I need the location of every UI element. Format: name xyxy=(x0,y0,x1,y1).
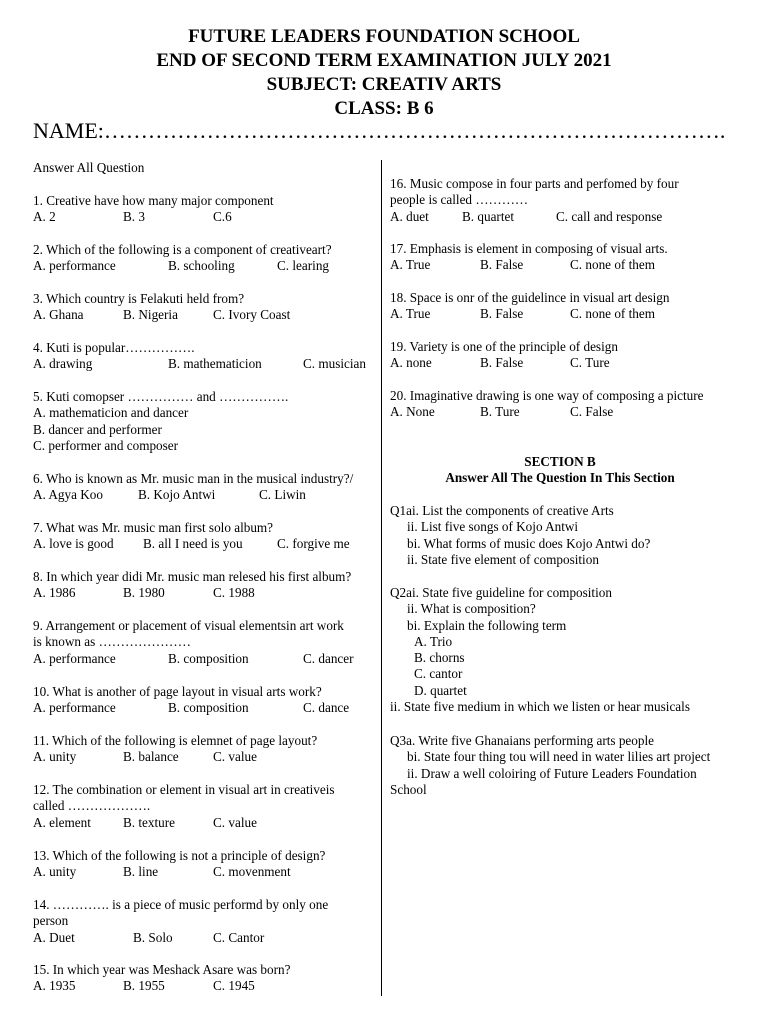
option-a[interactable]: A. Duet xyxy=(33,929,75,945)
class-title: CLASS: B 6 xyxy=(334,98,434,119)
q3-line: Q3a. Write five Ghanaians performing arts people xyxy=(390,733,654,748)
option-a[interactable]: A. duet xyxy=(390,208,429,224)
option-c[interactable]: C. 1988 xyxy=(213,585,255,601)
option-c[interactable]: C. learing xyxy=(277,258,330,274)
exam-title: END OF SECOND TERM EXAMINATION JULY 2021 xyxy=(156,50,612,71)
option-c[interactable]: C. Ivory Coast xyxy=(213,307,291,323)
question-text: 15. In which year was Meshack Asare was born? xyxy=(33,962,291,977)
option-a[interactable]: A. performance xyxy=(33,650,116,666)
option-line[interactable]: A. mathematicion and dancer xyxy=(33,405,189,421)
option-c[interactable]: C. dance xyxy=(303,700,350,716)
option-b[interactable]: B. Solo xyxy=(133,929,173,945)
answer-options xyxy=(33,700,350,716)
answer-options xyxy=(33,930,328,946)
option-c[interactable]: C. forgive me xyxy=(277,536,350,552)
option-b[interactable]: B. 3 xyxy=(123,209,145,225)
option-c[interactable]: C. call and response xyxy=(556,208,663,224)
answer-options xyxy=(390,257,668,273)
option-b[interactable]: B. schooling xyxy=(168,258,235,274)
q1-line: ii. State five element of composition xyxy=(407,551,599,567)
section-b xyxy=(390,454,730,487)
option-c[interactable]: C. Ture xyxy=(570,355,610,371)
option-b[interactable]: B. composition xyxy=(168,650,249,666)
question-text: 19. Variety is one of the principle of design xyxy=(390,339,618,354)
answer-options xyxy=(33,536,350,552)
answer-options xyxy=(390,404,704,420)
question-text: 7. What was Mr. music man first solo album? xyxy=(33,520,274,535)
q2-line: C. cantor xyxy=(414,666,463,682)
option-a[interactable]: A. performance xyxy=(33,258,116,274)
option-c[interactable]: C. musician xyxy=(303,356,367,372)
answer-options xyxy=(33,749,317,765)
question-text: 17. Emphasis is element in composing of visual arts. xyxy=(390,241,668,256)
option-b[interactable]: B. texture xyxy=(123,814,176,830)
question-text: 11. Which of the following is elemnet of page layout? xyxy=(33,733,318,748)
question-9 xyxy=(33,618,354,667)
question-14 xyxy=(33,897,328,946)
option-a[interactable]: A. unity xyxy=(33,864,77,880)
q2-line: B. chorns xyxy=(414,650,465,666)
option-a[interactable]: A. True xyxy=(390,257,431,273)
q2-line: bi. Explain the following term xyxy=(407,617,567,633)
option-b[interactable]: B. 1955 xyxy=(123,978,165,994)
option-b[interactable]: B. all I need is you xyxy=(143,536,243,552)
q2-line: A. Trio xyxy=(414,633,453,649)
answer-options xyxy=(33,815,335,831)
question-10 xyxy=(33,684,350,717)
option-b[interactable]: B. False xyxy=(480,306,524,322)
q1-line: bi. What forms of music does Kojo Antwi do? xyxy=(407,535,651,551)
option-a[interactable]: A. unity xyxy=(33,749,77,765)
question-17 xyxy=(390,241,668,274)
option-c[interactable]: C. none of them xyxy=(570,306,655,322)
question-12 xyxy=(33,782,335,831)
question-text: 14. …………. is a piece of music performd by only one xyxy=(33,897,329,912)
option-c[interactable]: C. value xyxy=(213,749,257,765)
subject-title: SUBJECT: CREATIV ARTS xyxy=(266,74,502,95)
option-c[interactable]: C.6 xyxy=(213,209,232,225)
option-c[interactable]: C. none of them xyxy=(570,257,655,273)
option-a[interactable]: A. none xyxy=(390,355,432,371)
question-text: 20. Imaginative drawing is one way of composing a picture xyxy=(390,388,704,403)
option-line[interactable]: C. performer and composer xyxy=(33,437,179,453)
answer-options xyxy=(33,356,367,372)
option-line[interactable]: B. dancer and performer xyxy=(33,421,162,437)
answer-options xyxy=(33,650,354,667)
question-text: 3. Which country is Felakuti held from? xyxy=(33,291,245,306)
school-name: FUTURE LEADERS FOUNDATION SCHOOL xyxy=(188,26,580,47)
answer-options xyxy=(390,306,669,322)
option-a[interactable]: A. element xyxy=(33,814,91,830)
question-text: 2. Which of the following is a component of creativeart? xyxy=(33,242,332,257)
option-c[interactable]: C. value xyxy=(213,814,257,830)
q3-line: ii. Draw a well coloiring of Future Leaders Foundation xyxy=(407,765,697,781)
option-b[interactable]: B. Ture xyxy=(480,404,520,420)
answer-options xyxy=(390,355,618,371)
option-b[interactable]: B. mathematicion xyxy=(168,356,262,372)
option-b[interactable]: B. balance xyxy=(123,749,179,765)
name-field[interactable]: NAME:…………………………………………………………………………. xyxy=(33,118,726,143)
question-4 xyxy=(33,340,367,373)
option-a[interactable]: A. love is good xyxy=(33,536,114,552)
q1-line: Q1ai. List the components of creative Arts xyxy=(390,503,614,518)
question-text: 10. What is another of page layout in visual arts work? xyxy=(33,684,322,699)
option-a[interactable]: A. drawing xyxy=(33,356,93,372)
answer-options xyxy=(33,307,291,323)
question-8 xyxy=(33,569,351,602)
option-c[interactable]: C. dancer xyxy=(303,650,354,666)
option-b[interactable]: B. quartet xyxy=(462,208,515,224)
question-18 xyxy=(390,290,669,323)
section-b-q1 xyxy=(390,503,650,568)
question-text: 5. Kuti comopser …………… and ……………. xyxy=(33,389,289,404)
q3-line: School xyxy=(390,781,427,797)
question-text: people is called ………… xyxy=(390,192,529,208)
section-b-instruction: Answer All The Question In This Section xyxy=(445,470,675,486)
q2-line: Q2ai. State five guideline for composition xyxy=(390,585,612,600)
option-c[interactable]: C. 1945 xyxy=(213,978,255,994)
option-b[interactable]: B. 1980 xyxy=(123,585,165,601)
question-text: 13. Which of the following is not a principle of design? xyxy=(33,848,326,863)
option-b[interactable]: B. Kojo Antwi xyxy=(138,487,216,503)
answer-options xyxy=(33,258,332,274)
q3-line: bi. State four thing tou will need in water lilies art project xyxy=(407,749,711,765)
column-divider xyxy=(381,160,382,996)
question-text: person xyxy=(33,913,69,929)
question-3 xyxy=(33,291,291,324)
option-c[interactable]: C. Liwin xyxy=(259,487,306,503)
question-15 xyxy=(33,962,290,995)
option-a[interactable]: A. True xyxy=(390,306,431,322)
question-19 xyxy=(390,339,618,372)
question-text: is known as ………………… xyxy=(33,634,191,650)
question-5 xyxy=(33,389,288,454)
option-c[interactable]: C. movenment xyxy=(213,864,291,880)
question-text: 18. Space is onr of the guidelince in visual art design xyxy=(390,290,670,305)
option-a[interactable]: A. 2 xyxy=(33,209,56,225)
question-text: 4. Kuti is popular……………. xyxy=(33,340,195,355)
question-11 xyxy=(33,733,317,766)
question-text: 9. Arrangement or placement of visual elementsin art work xyxy=(33,618,344,633)
option-a[interactable]: A. None xyxy=(390,404,435,420)
question-text: 16. Music compose in four parts and perfomed by four xyxy=(390,176,679,191)
q1-line: ii. List five songs of Kojo Antwi xyxy=(407,519,579,535)
q2-line: ii. State five medium in which we listen or hear musicals xyxy=(390,699,690,715)
question-2 xyxy=(33,242,332,275)
question-text: 1. Creative have how many major component xyxy=(33,193,274,208)
option-b[interactable]: B. Nigeria xyxy=(123,307,178,323)
question-text: 8. In which year didi Mr. music man relesed his first album? xyxy=(33,569,352,584)
section-b-q2 xyxy=(390,585,690,715)
answer-options xyxy=(33,978,290,994)
section-b-q3 xyxy=(390,733,710,798)
question-16 xyxy=(390,176,679,225)
option-a[interactable]: A. performance xyxy=(33,700,116,716)
answer-options xyxy=(33,209,274,225)
question-text: 6. Who is known as Mr. music man in the musical industry?/ xyxy=(33,471,354,486)
option-a[interactable]: A. Agya Koo xyxy=(33,487,103,503)
question-13 xyxy=(33,848,325,881)
question-text: called ………………. xyxy=(33,798,151,814)
section-b-title: SECTION B xyxy=(524,454,596,469)
option-a[interactable]: A. 1935 xyxy=(33,978,76,994)
q2-line: ii. What is composition? xyxy=(407,601,536,617)
answer-options xyxy=(33,487,353,503)
question-6 xyxy=(33,471,353,504)
option-a[interactable]: A. 1986 xyxy=(33,585,76,601)
option-b[interactable]: B. composition xyxy=(168,700,249,716)
question-text: 12. The combination or element in visual art in creativeis xyxy=(33,782,335,797)
option-b[interactable]: B. False xyxy=(480,257,524,273)
option-b[interactable]: B. line xyxy=(123,864,159,880)
answer-options xyxy=(390,209,679,225)
q2-line: D. quartet xyxy=(414,682,467,698)
option-b[interactable]: B. False xyxy=(480,355,524,371)
answer-options xyxy=(33,585,351,601)
option-a[interactable]: A. Ghana xyxy=(33,307,84,323)
option-c[interactable]: C. False xyxy=(570,404,614,420)
instructions: Answer All Question xyxy=(33,160,145,175)
answer-options xyxy=(33,864,325,880)
question-1 xyxy=(33,193,274,226)
question-7 xyxy=(33,520,350,553)
question-20 xyxy=(390,388,704,421)
option-c[interactable]: C. Cantor xyxy=(213,929,265,945)
